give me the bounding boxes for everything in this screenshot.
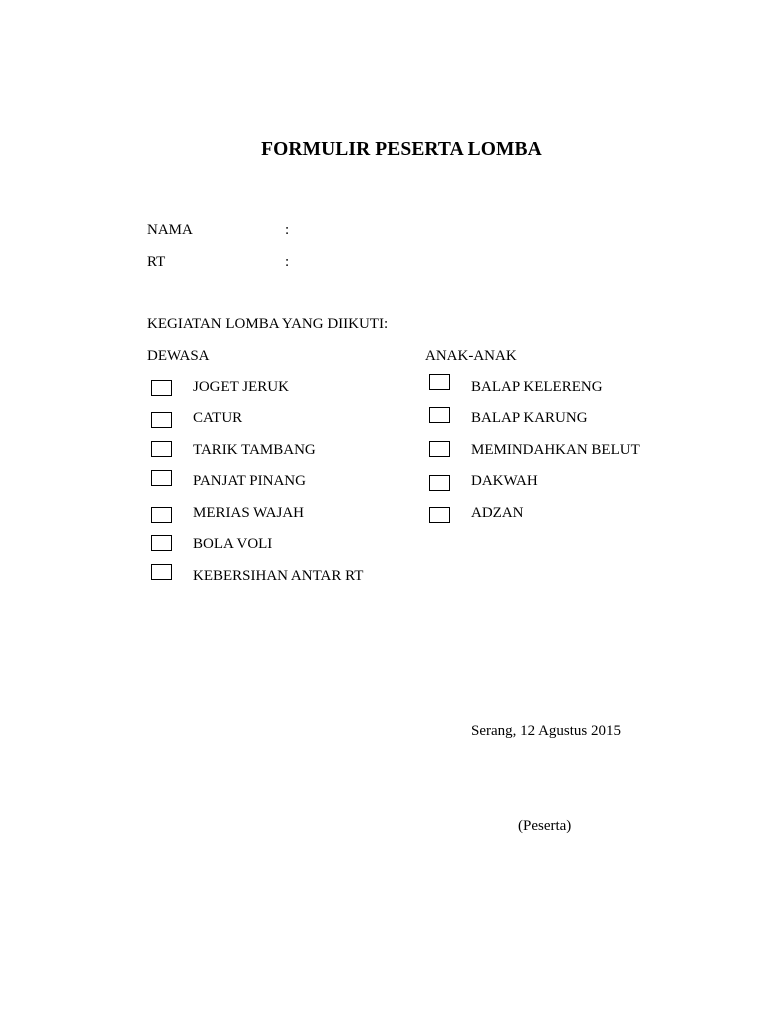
option-label-dakwah: DAKWAH (471, 473, 538, 489)
option-label-balap-kelereng: BALAP KELERENG (471, 379, 603, 395)
checkbox-panjat-pinang[interactable] (151, 470, 172, 486)
column-heading-anak: ANAK-ANAK (425, 348, 517, 364)
checkbox-tarik-tambang[interactable] (151, 441, 172, 457)
checkbox-dakwah[interactable] (429, 475, 450, 491)
option-label-joget-jeruk: JOGET JERUK (193, 379, 289, 395)
checkbox-merias-wajah[interactable] (151, 507, 172, 523)
option-label-kebersihan-antar-rt: KEBERSIHAN ANTAR RT (193, 568, 364, 584)
option-label-panjat-pinang: PANJAT PINANG (193, 473, 306, 489)
option-label-catur: CATUR (193, 410, 243, 426)
signature-label: (Peserta) (518, 818, 572, 834)
option-label-tarik-tambang: TARIK TAMBANG (193, 442, 316, 458)
section-heading: KEGIATAN LOMBA YANG DIIKUTI: (147, 316, 389, 332)
place-date: Serang, 12 Agustus 2015 (471, 723, 621, 739)
field-separator-rt: : (285, 254, 290, 270)
checkbox-adzan[interactable] (429, 507, 450, 523)
field-label-rt: RT (147, 254, 166, 270)
page-title: FORMULIR PESERTA LOMBA (261, 139, 542, 160)
checkbox-bola-voli[interactable] (151, 535, 172, 551)
checkbox-kebersihan-antar-rt[interactable] (151, 564, 172, 580)
option-label-balap-karung: BALAP KARUNG (471, 410, 588, 426)
column-heading-dewasa: DEWASA (147, 348, 210, 364)
checkbox-memindahkan-belut[interactable] (429, 441, 450, 457)
option-label-bola-voli: BOLA VOLI (193, 536, 273, 552)
checkbox-balap-karung[interactable] (429, 407, 450, 423)
checkbox-joget-jeruk[interactable] (151, 380, 172, 396)
option-label-memindahkan-belut: MEMINDAHKAN BELUT (471, 442, 640, 458)
option-label-merias-wajah: MERIAS WAJAH (193, 505, 304, 521)
option-label-adzan: ADZAN (471, 505, 524, 521)
field-separator-nama: : (285, 222, 290, 238)
field-label-nama: NAMA (147, 222, 193, 238)
checkbox-balap-kelereng[interactable] (429, 374, 450, 390)
checkbox-catur[interactable] (151, 412, 172, 428)
